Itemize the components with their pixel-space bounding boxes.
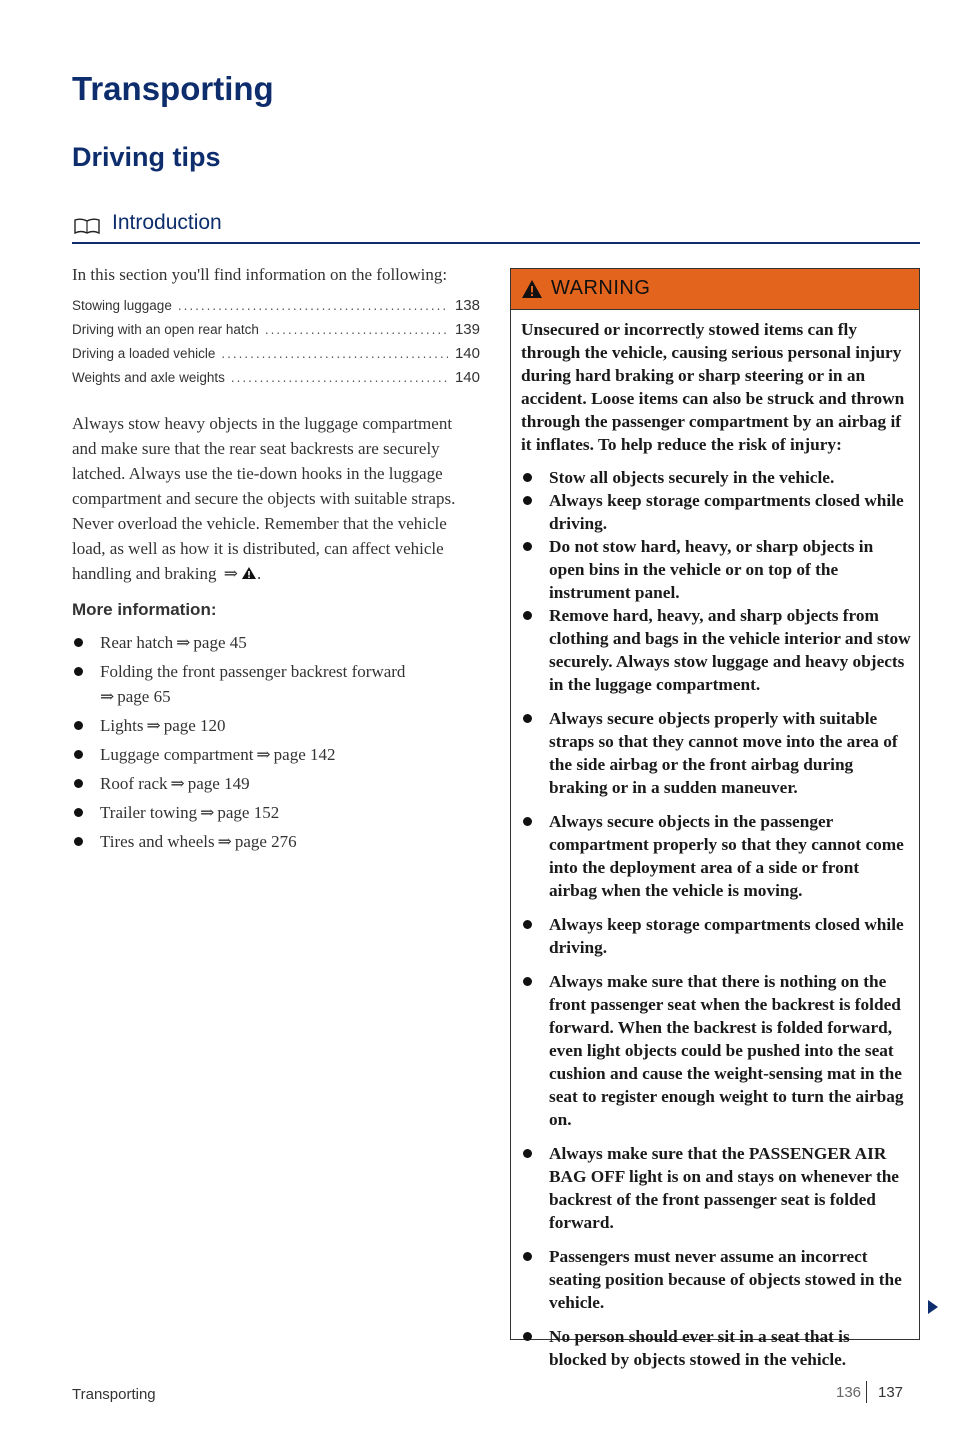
warning-triangle-icon (521, 279, 543, 299)
arrow-right-icon: ⇒ (176, 633, 191, 652)
list-item[interactable]: Trailer towing ⇒ page 152 (72, 800, 480, 825)
warning-item: Do not stow hard, heavy, or sharp objects in open bins in the vehicle or on top of the instrument panel. (521, 535, 911, 604)
intro-body: Always stow heavy objects in the luggage compartment and make sure that the rear seat backrests are securely latched. Always use the tie-down hooks in the luggage compartment and secure the objects with suitable straps. Never overload the vehicle. Remember that the vehicle load, as well as how it is distributed, can affect vehicle handling and braking ⇒ . (72, 411, 480, 586)
contents-item-page: 140 (454, 369, 480, 386)
contents-item-page: 140 (454, 345, 480, 362)
contents-item-label: Driving a loaded vehicle (72, 346, 216, 361)
bullet-icon (74, 638, 83, 647)
arrow-right-icon: ⇒ (223, 564, 238, 583)
arrow-right-icon: ⇒ (256, 745, 271, 764)
contents-item-label: Weights and axle weights (72, 370, 225, 385)
bullet-icon (523, 920, 532, 929)
warning-item: Remove hard, heavy, and sharp objects from clothing and bags in the vehicle interior and stow securely. Always stow luggage and heavy objects in the luggage compartment. (521, 604, 911, 696)
bullet-icon (74, 779, 83, 788)
bullet-icon (523, 817, 532, 826)
warning-intro: Unsecured or incorrectly stowed items can fly through the vehicle, causing serious personal injury during hard braking or sharp steering or in an accident. Loose items can also be struck and thrown through the passenger compartment by an airbag if it inflates. To help reduce the risk of injury: (521, 320, 905, 454)
bullet-icon (523, 611, 532, 620)
page-number-left: 136 (836, 1384, 862, 1401)
bullet-icon (523, 977, 532, 986)
bullet-icon (523, 1332, 532, 1341)
warning-header (511, 269, 919, 310)
chapter-title: Transporting (72, 70, 274, 107)
contents-item-page: 139 (454, 321, 480, 338)
introduction-column (72, 262, 480, 858)
footer-chapter: Transporting (72, 1386, 156, 1403)
warning-item: Passengers must never assume an incorrect seating position because of objects stowed in the vehicle. (521, 1245, 911, 1314)
bullet-icon (74, 808, 83, 817)
open-book-icon (74, 218, 100, 234)
list-item[interactable]: Lights ⇒ page 120 (72, 713, 480, 738)
warning-triangle-icon[interactable] (241, 566, 257, 580)
section-title: Driving tips (72, 142, 221, 172)
arrow-right-icon: ⇒ (100, 687, 115, 706)
warning-item: Always keep storage compartments closed while driving. (521, 489, 911, 535)
contents-item[interactable] (72, 321, 480, 345)
arrow-right-icon: ⇒ (170, 774, 185, 793)
warning-item: No person should ever sit in a seat that is blocked by objects stowed in the vehicle. (521, 1325, 911, 1371)
bullet-icon (74, 837, 83, 846)
page-divider (866, 1381, 867, 1403)
bullet-icon (523, 496, 532, 505)
warning-item: Always make sure that the PASSENGER AIR BAG OFF light is on and stays on whenever the backrest of the front passenger seat is folded forward. (521, 1142, 911, 1234)
bullet-icon (523, 1149, 532, 1158)
list-item[interactable]: Roof rack ⇒ page 149 (72, 771, 480, 796)
arrow-right-icon: ⇒ (200, 803, 215, 822)
more-information-heading: More information: (72, 600, 217, 619)
contents-item-label: Stowing luggage (72, 298, 172, 313)
introduction-heading (72, 210, 920, 244)
warning-item: Stow all objects securely in the vehicle. (521, 466, 911, 489)
list-item[interactable]: Rear hatch ⇒ page 45 (72, 630, 480, 655)
contents-item-label: Driving with an open rear hatch (72, 322, 259, 337)
warning-item: Always secure objects in the passenger compartment properly so that they cannot come into the deployment area of a side or front airbag when the vehicle is moving. (521, 810, 911, 902)
bullet-icon (523, 473, 532, 482)
warning-item: Always keep storage compartments closed while driving. (521, 913, 911, 959)
intro-lead: In this section you'll find information on the following: (72, 265, 448, 284)
bullet-icon (74, 750, 83, 759)
arrow-right-icon: ⇒ (146, 716, 161, 735)
warning-body (511, 310, 919, 1371)
warning-label: WARNING (551, 277, 651, 299)
warning-item: Always make sure that there is nothing on the front passenger seat when the backrest is folded forward. When the backrest is folded forward, even light objects could be pushed into the seat cushion and cause the weight-sensing mat in the seat to register enough weight to turn the airbag on. (521, 970, 911, 1131)
warning-item: Always secure objects properly with suitable straps so that they cannot move into the area of the side airbag or the front airbag during braking or in a sudden maneuver. (521, 707, 911, 799)
continued-arrow-icon (928, 1300, 938, 1314)
warning-box (510, 268, 920, 1369)
contents-item-page: 138 (454, 297, 480, 314)
arrow-right-icon: ⇒ (217, 832, 232, 851)
bullet-icon (74, 721, 83, 730)
bullet-icon (523, 542, 532, 551)
introduction-label: Introduction (112, 211, 222, 234)
bullet-icon (523, 714, 532, 723)
contents-list (72, 297, 480, 393)
more-information-list (72, 630, 480, 854)
contents-item[interactable] (72, 345, 480, 369)
list-item[interactable]: Folding the front passenger backrest forward ⇒ page 65 (72, 659, 480, 709)
bullet-icon (74, 667, 83, 676)
bullet-icon (523, 1252, 532, 1261)
contents-item[interactable] (72, 297, 480, 321)
list-item[interactable]: Tires and wheels ⇒ page 276 (72, 829, 480, 854)
page-number-right: 137 (878, 1384, 904, 1401)
list-item[interactable]: Luggage compartment ⇒ page 142 (72, 742, 480, 767)
contents-item[interactable] (72, 369, 480, 393)
warning-list (521, 466, 911, 1371)
